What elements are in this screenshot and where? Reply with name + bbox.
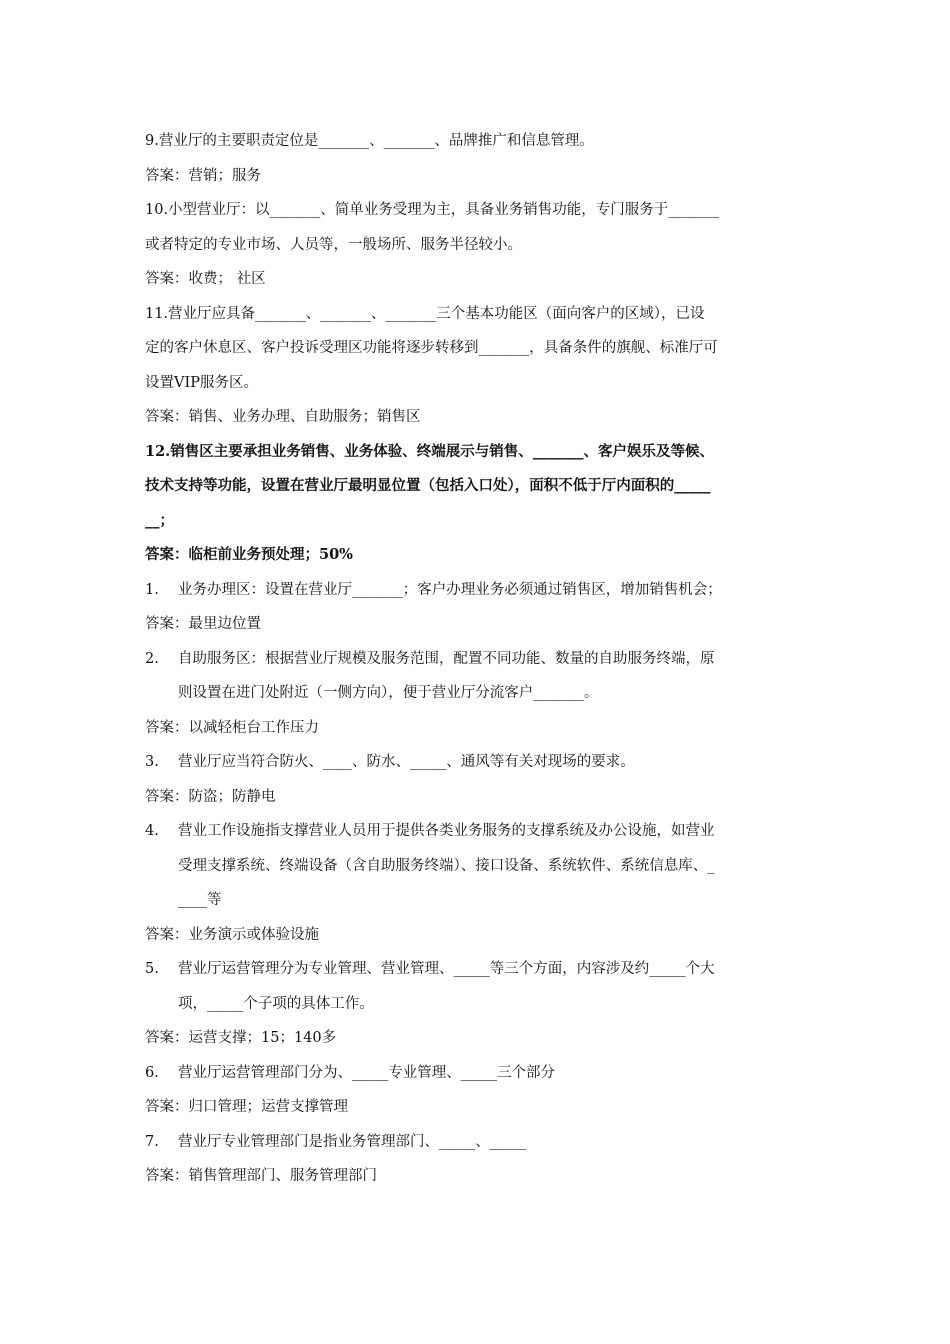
list-item-1-answer: 答案：最里边位置 (145, 616, 261, 632)
list-item-2-continuation: 则设置在进门处附近（一侧方向），便于营业厅分流客户_______。 (178, 685, 599, 701)
list-item-4-continuation-2: ____等 (178, 892, 222, 908)
list-item-text: 业务办理区：设置在营业厅_______；客户办理业务必须通过销售区，增加销售机会； (178, 581, 722, 598)
answer-10: 答案：收费； 社区 (145, 271, 266, 287)
question-11-line-2: 定的客户休息区、客户投诉受理区功能将逐步转移到_______，具备条件的旗舰、标准厅可 (145, 340, 718, 356)
list-number: 4. (145, 823, 159, 839)
list-item-2-answer: 答案：以减轻柜台工作压力 (145, 719, 319, 736)
answer-11: 答案：销售、业务办理、自助服务；销售区 (145, 409, 421, 425)
list-item-text: 自助服务区：根据营业厅规模及服务范围，配置不同功能、数量的自助服务终端，原 (178, 650, 715, 667)
list-item-6 (145, 1056, 810, 1091)
list-item-5 (145, 952, 810, 987)
list-number: 1. (145, 581, 159, 598)
list-item-text: 营业厅应当符合防火、____、防水、_____、通风等有关对现场的要求。 (178, 754, 635, 770)
list-item-1 (145, 573, 810, 608)
document-body (145, 124, 810, 1194)
list-item-text: 营业厅运营管理部门分为、_____专业管理、_____三个部分 (178, 1064, 555, 1081)
list-item-7 (145, 1125, 810, 1160)
list-number: 6. (145, 1064, 159, 1081)
list-item-5-answer: 答案：运营支撑；15；140多 (145, 1030, 337, 1046)
list-item-3-answer: 答案：防盗；防静电 (145, 788, 276, 805)
list-item-4 (145, 814, 810, 849)
question-12-line-2: 技术支持等功能，设置在营业厅最明显位置（包括入口处），面积不低于厅内面积的_____ (145, 477, 711, 494)
list-number: 7. (145, 1133, 159, 1150)
question-11-line-1: 11.营业厅应具备_______、_______、_______三个基本功能区（面向客户的区域），已设 (145, 305, 705, 322)
list-number: 5. (145, 961, 159, 977)
answer-9: 答案：营销；服务 (145, 167, 261, 184)
answer-12: 答案：临柜前业务预处理；50% (145, 546, 353, 563)
question-10-line-2: 或者特定的专业市场、人员等，一般场所、服务半径较小。 (145, 236, 522, 253)
list-number: 2. (145, 650, 159, 667)
list-item-6-answer: 答案：归口管理；运营支撑管理 (145, 1099, 348, 1115)
list-item-7-answer: 答案：销售管理部门、服务管理部门 (145, 1168, 377, 1184)
list-item-3 (145, 745, 810, 780)
list-item-5-continuation: 项，_____个子项的具体工作。 (178, 995, 374, 1012)
question-10-line-1: 10.小型营业厅：以_______、简单业务受理为主，具备业务销售功能，专门服务于_______ (145, 202, 720, 218)
list-item-text: 营业厅专业管理部门是指业务管理部门、_____、_____ (178, 1133, 526, 1150)
question-12-line-3: __； (145, 511, 174, 529)
question-12-line-1: 12.销售区主要承担业务销售、业务体验、终端展示与销售、_______、客户娱乐及等候、 (145, 442, 714, 460)
list-item-4-answer: 答案：业务演示或体验设施 (145, 926, 319, 943)
question-11-line-3: 设置VIP服务区。 (145, 374, 258, 391)
list-number: 3. (145, 754, 159, 770)
question-9: 9.营业厅的主要职责定位是_______、_______、品牌推广和信息管理。 (145, 133, 594, 149)
list-item-text: 营业工作设施指支撑营业人员用于提供各类业务服务的支撑系统及办公设施，如营业 (178, 823, 715, 839)
list-item-text: 营业厅运营管理分为专业管理、营业管理、_____等三个方面，内容涉及约_____个大 (178, 961, 715, 977)
list-item-4-continuation-1: 受理支撑系统、终端设备（含自助服务终端）、接口设备、系统软件、系统信息库、_ (178, 857, 715, 874)
list-item-2 (145, 642, 810, 677)
